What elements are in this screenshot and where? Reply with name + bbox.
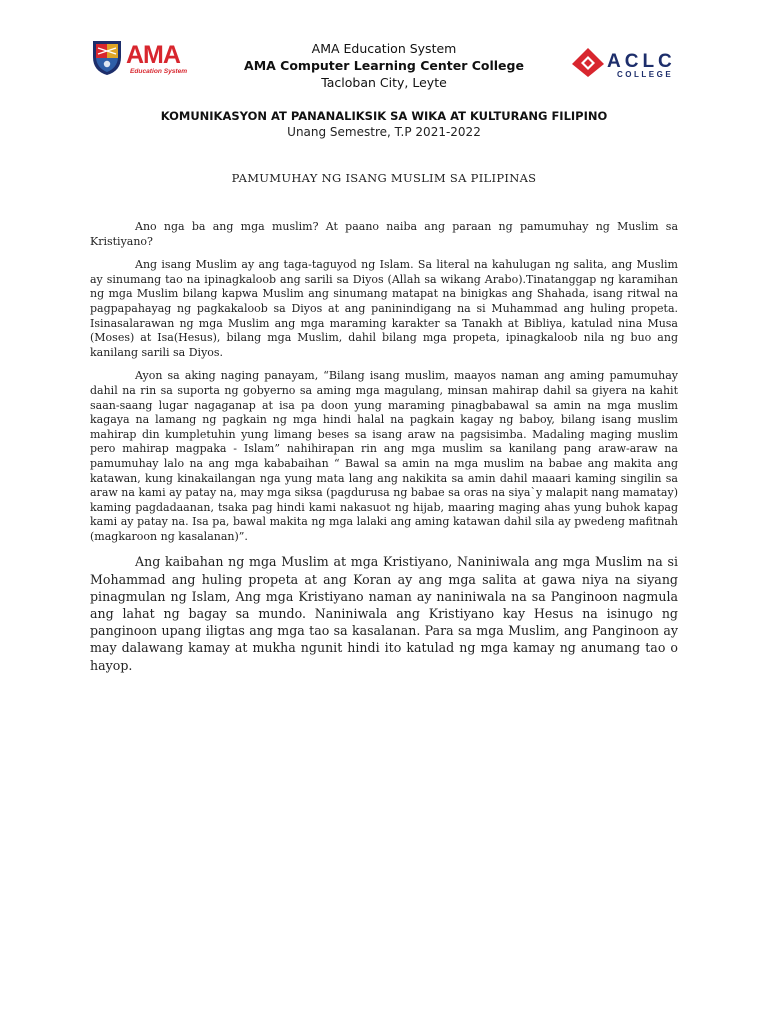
essay-body — [90, 220, 678, 683]
document-header — [0, 0, 768, 100]
semester-line: Unang Semestre, T.P 2021-2022 — [287, 125, 481, 139]
aclc-logo-text: ACLC — [607, 51, 676, 72]
essay-title: PAMUMUHAY NG ISANG MUSLIM SA PILIPINAS — [231, 171, 537, 185]
paragraph-2: Ang isang Muslim ay ang taga-taguyod ng Islam. Sa literal na kahulugan ng salita, ang Muslim ay sinumang tao na ipinagkaloob ang sarili sa Diyos (Allah sa wikang Arabo).Tinatanggap ng karamihan ng mga Muslim bilang kapwa Muslim ang sinumang matapat na binigkas ang Shahada, isang ritwal na pagpapahayag ng pagkakaloob sa Diyos at ang paninindigang na si Muhammad ang huling propeta. Isinasalarawan ng mga Muslim ang mga maraming karakter sa Tanakh at Bibliya, katulad nina Musa (Moses) at Isa(Hesus), bilang mga Muslim, dahil bilang mga propeta, ipinagkaloob nila ng buo ang kanilang sarili sa Diyos. — [90, 258, 678, 359]
header-system-name: AMA Education System — [311, 41, 457, 56]
paragraph-1: Ano nga ba ang mga muslim? At paano naiba ang paraan ng pamumuhay ng Muslim sa Kristiyano? — [90, 220, 678, 248]
subject-title: KOMUNIKASYON AT PANANALIKSIK SA WIKA AT KULTURANG FILIPINO — [160, 109, 608, 123]
header-location: Tacloban City, Leyte — [321, 75, 447, 90]
aclc-logo-subtext: COLLEGE — [617, 70, 674, 79]
ama-logo-text: AMA — [126, 41, 180, 69]
aclc-logo — [570, 44, 682, 80]
header-college-name: AMA Computer Learning Center College — [244, 58, 524, 73]
paragraph-4: Ang kaibahan ng mga Muslim at mga Kristiyano, Naniniwala ang mga Muslim na si Mohammad ang huling propeta at ang Koran ay ang mga salita at gawa niya na siyang pinagmulan ng Islam, Ang mga Kristiyano naman ay naniniwala na sa Panginoon nagmula ang lahat ng bagay sa mundo. Naniniwala ang Kristiyano kay Hesus na isinugo ng panginoon upang iligtas ang mga tao sa kasalanan. Para sa mga Muslim, ang Panginoon ay may dalawang kamay at mukha ngunit hindi ito katulad ng mga kamay ng anumang tao o hayop. — [90, 554, 678, 673]
aclc-diamond-icon — [570, 44, 682, 80]
ama-logo-subtext: Education System — [130, 68, 188, 75]
paragraph-3: Ayon sa aking naging panayam, “Bilang isang muslim, maayos naman ang aming pamumuhay dahil na rin sa suporta ng gobyerno sa aming mga magulang, minsan mahirap dahil sa giyera na kahit saan-saang lugar nagaganap at isa pa doon yung maraming pinagbabawal sa amin na mga muslim kagaya na lamang ng pagkain ng mga hindi halal na pagkain kagay ng baboy, bilang isang muslim mahirap din kumpletuhin yung limang beses sa isang araw na pagsisimba. Madaling maging muslim pero mahirap magpaka - Islam” nahihirapan rin ang mga muslim sa kanilang pang araw-araw na pamumuhay lalo na ang mga kababaihan “ Bawal sa amin na mga muslim na babae ang makita ang katawan, kung kinakailangan nga yung mata lang ang nakikita sa amin dahil maaari kaming singilin sa araw na kami ay patay na, may mga siksa (pagdurusa ng babae sa oras na siya`y malapit nang mamatay) kaming pagdadaanan, tsaka pag hindi kami nakasuot ng hijab, maaring maging ahas yung buhok kapag kami ay patay na. Isa pa, bawal makita ng mga lalaki ang aming katawan dahil sila ay pwedeng mafitnah (magkaroon ng kasalanan)”. — [90, 369, 678, 543]
institution-heading — [180, 40, 588, 91]
